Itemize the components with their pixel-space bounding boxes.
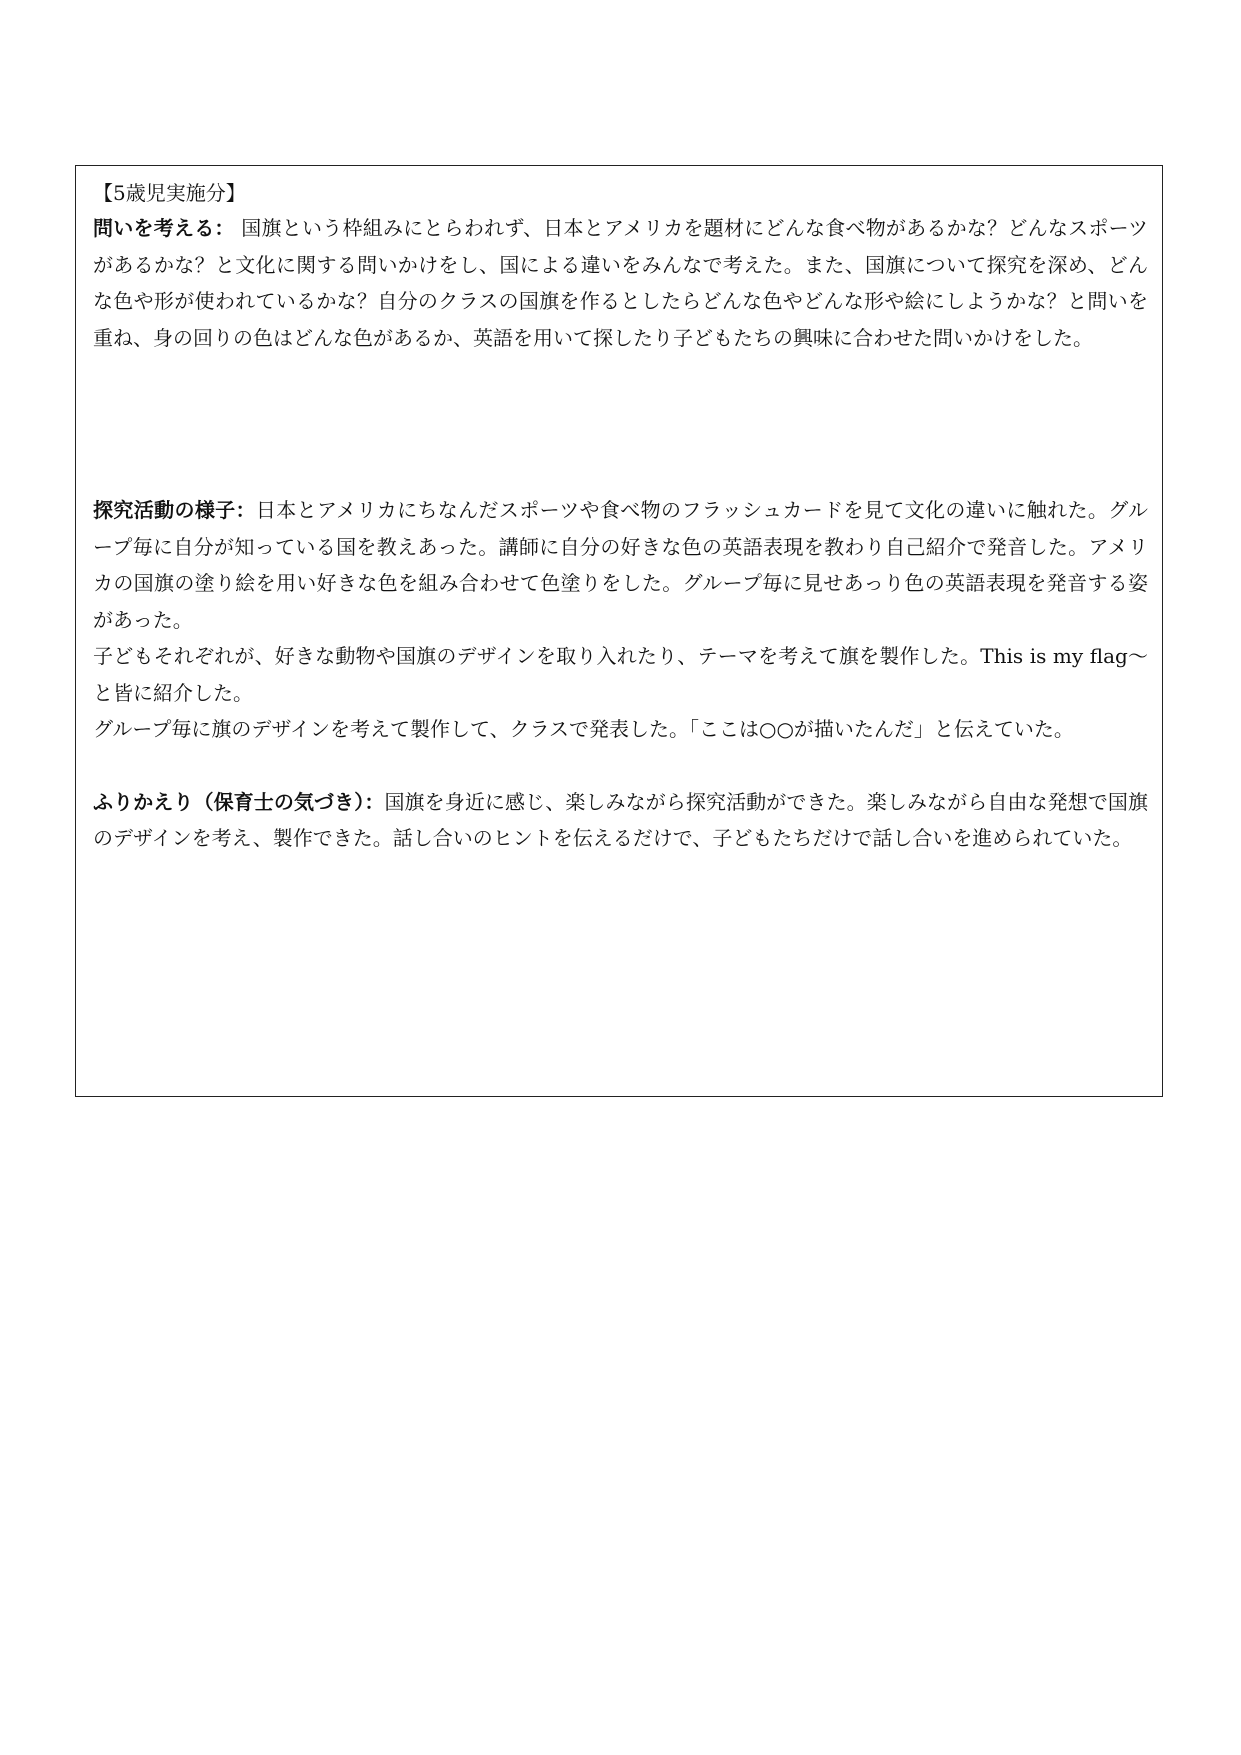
reflection-paragraph: [93, 784, 1148, 857]
activity-paragraph-2: 子どもそれぞれが、好きな動物や国旗のデザインを取り入れたり、テーマを考えて旗を製作した。This is my flag～と皆に紹介した。: [93, 644, 1148, 705]
report-box: [75, 165, 1163, 1097]
activity-label: 探究活動の様子：: [93, 498, 256, 522]
questions-paragraph: [93, 210, 1148, 356]
section-spacer: [93, 748, 1148, 784]
reflection-label: ふりかえり（保育士の気づき）：: [93, 789, 385, 814]
questions-label: 問いを考える：: [93, 216, 235, 240]
activity-paragraph: [93, 492, 1148, 638]
section-spacer: [93, 356, 1148, 492]
activity-section: [93, 492, 1148, 748]
reflection-text: 国旗を身近に感じ、楽しみながら探究活動ができた。楽しみながら自由な発想で国旗のデザインを考え、製作できた。話し合いのヒントを伝えるだけで、子どもたちだけで話し合いを進められていた。: [93, 789, 1149, 850]
questions-text: 国旗という枠組みにとらわれず、日本とアメリカを題材にどんな食べ物があるかな？どんなスポーツがあるかな？と文化に関する問いかけをし、国による違いをみんなで考えた。また、国旗について探究を深め、どんな色や形が使われているかな？自分のクラスの国旗を作るとしたらどんな色やどんな形や絵にしようかな？と問いを重ね、身の回りの色はどんな色があるか、英語を用いて探したり子どもたちの興味に合わせた問いかけをした。: [93, 216, 1149, 350]
activity-text: 日本とアメリカにちなんだスポーツや食べ物のフラッシュカードを見て文化の違いに触れた。グループ毎に自分が知っている国を教えあった。講師に自分の好きな色の英語表現を教わり自己紹介で発音した。アメリカの国旗の塗り絵を用い好きな色を組み合わせて色塗りをした。グループ毎に見せあっり色の英語表現を発音する姿があった。: [93, 498, 1148, 632]
questions-section: [93, 210, 1148, 356]
activity-paragraph-3: グループ毎に旗のデザインを考えて製作して、クラスで発表した。「ここは○○が描いたんだ」と伝えていた。: [93, 717, 1074, 741]
reflection-section: [93, 784, 1148, 857]
report-heading: 【5歳児実施分】: [93, 181, 246, 205]
